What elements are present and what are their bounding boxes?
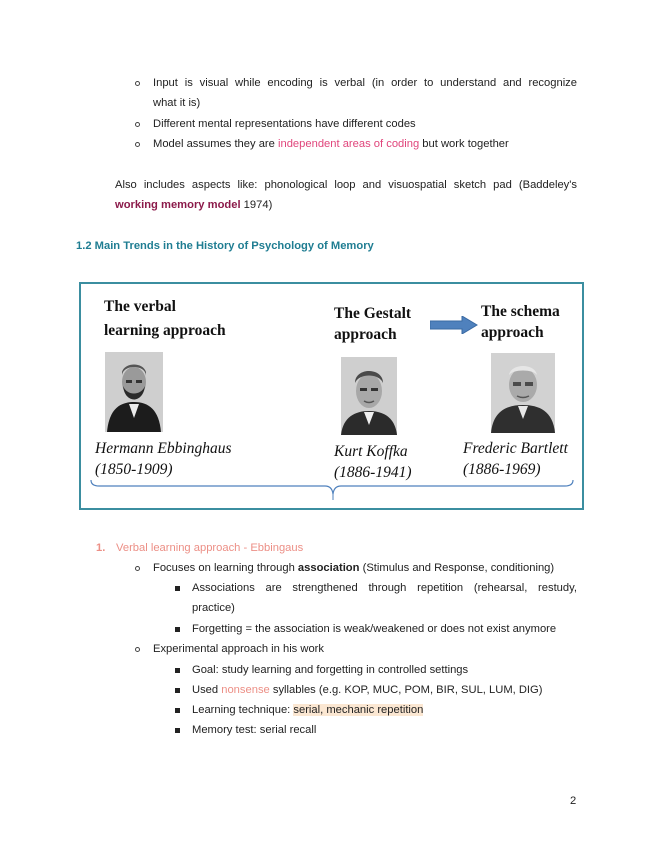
schema-approach-title-line-2: approach: [481, 324, 544, 341]
working-memory-model-term: working memory model: [115, 199, 241, 211]
schema-approach-title-line-1: The schema: [481, 303, 560, 320]
sub-bullet-association: [153, 558, 554, 578]
bullet-circle: [135, 81, 140, 86]
bartlett-years: (1886-1969): [463, 461, 541, 478]
association-pre: Focuses on learning through: [153, 562, 298, 574]
grouping-brace: [89, 478, 575, 502]
section-heading: 1.2 Main Trends in the History of Psychology of Memory: [76, 240, 374, 252]
intro-bullet-3-post: but work together: [419, 138, 509, 150]
verbal-approach-title-line-2: learning approach: [104, 322, 226, 339]
paragraph-line-2: [115, 195, 272, 215]
paragraph-line-2-rest: 1974): [240, 199, 273, 211]
bullet-circle: [135, 566, 140, 571]
bullet-square: [175, 708, 180, 713]
history-figure: [79, 282, 584, 510]
technique-highlight: serial, mechanic repetition: [293, 704, 424, 716]
paragraph-line-1: Also includes aspects like: phonological loop and visuospatial sketch pad (Baddeley's: [115, 179, 577, 191]
association-term: association: [297, 562, 360, 574]
bullet-square: [175, 586, 180, 591]
bullet-square: [175, 627, 180, 632]
bullet-circle: [135, 142, 140, 147]
intro-bullet-1-line-1: Input is visual while encoding is verbal (in order to understand and recognize: [153, 77, 577, 89]
numbered-item-number: 1.: [96, 542, 106, 554]
intro-bullet-3-pre: Model assumes they are: [153, 138, 278, 150]
bullet-square: [175, 688, 180, 693]
ebbinghaus-years: (1850-1909): [95, 461, 173, 478]
gestalt-approach-title-line-1: The Gestalt: [334, 305, 412, 322]
nonsense-pre: Used: [192, 684, 222, 696]
bartlett-name: Frederic Bartlett: [463, 440, 568, 457]
ebbinghaus-portrait: [105, 352, 163, 432]
learning-technique-item: [192, 700, 423, 720]
page-number: 2: [570, 795, 577, 807]
nonsense-term: nonsense: [221, 684, 270, 696]
intro-bullet-2: Different mental representations have different codes: [153, 118, 416, 130]
association-post: (Stimulus and Response, conditioning): [359, 562, 555, 574]
koffka-portrait: [341, 357, 397, 435]
intro-bullet-1-line-2: what it is): [153, 97, 201, 109]
koffka-name: Kurt Koffka: [334, 443, 408, 460]
goal-item: Goal: study learning and forgetting in controlled settings: [192, 664, 469, 676]
bullet-square: [175, 728, 180, 733]
bullet-square: [175, 668, 180, 673]
technique-pre: Learning technique:: [192, 704, 294, 716]
intro-bullet-3: [153, 134, 509, 154]
right-arrow-icon: [430, 316, 478, 334]
associations-line-2: practice): [192, 602, 235, 614]
numbered-item-title: Verbal learning approach - Ebbingaus: [116, 542, 304, 554]
nonsense-post: syllables (e.g. KOP, MUC, POM, BIR, SUL, LUM, DIG): [269, 684, 543, 696]
intro-bullet-3-highlight: independent areas of coding: [278, 138, 420, 150]
ebbinghaus-name: Hermann Ebbinghaus: [95, 440, 232, 457]
associations-line-1: Associations are strengthened through repetition (rehearsal, restudy,: [192, 582, 577, 594]
gestalt-approach-title-line-2: approach: [334, 326, 397, 343]
nonsense-syllables-item: [192, 680, 542, 700]
experimental-approach-item: Experimental approach in his work: [153, 643, 325, 655]
forgetting-item: Forgetting = the association is weak/weakened or does not exist anymore: [192, 623, 557, 635]
bullet-circle: [135, 647, 140, 652]
bartlett-portrait: [491, 353, 555, 433]
koffka-years: (1886-1941): [334, 464, 412, 481]
bullet-circle: [135, 122, 140, 127]
memory-test-item: Memory test: serial recall: [192, 724, 317, 736]
verbal-approach-title-line-1: The verbal: [104, 298, 176, 315]
